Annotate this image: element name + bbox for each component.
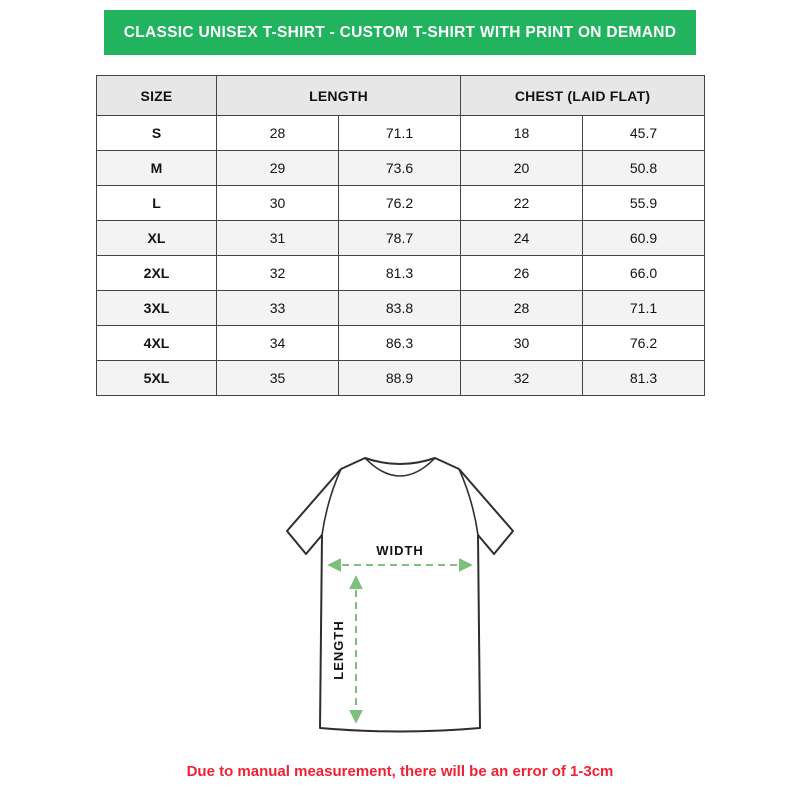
- length-in: 31: [217, 221, 339, 256]
- length-in: 34: [217, 326, 339, 361]
- size-label: M: [97, 151, 217, 186]
- title-banner: [104, 10, 696, 55]
- chest-in: 32: [461, 361, 583, 396]
- chest-in: 20: [461, 151, 583, 186]
- page-title: CLASSIC UNISEX T-SHIRT - CUSTOM T-SHIRT WITH PRINT ON DEMAND: [123, 23, 677, 41]
- length-in: 33: [217, 291, 339, 326]
- length-cm: 88.9: [339, 361, 461, 396]
- table-row: [97, 361, 705, 396]
- length-in: 35: [217, 361, 339, 396]
- size-label: 5XL: [97, 361, 217, 396]
- table-row: [97, 186, 705, 221]
- chest-cm: 66.0: [583, 256, 705, 291]
- table-row: [97, 151, 705, 186]
- chest-cm: 55.9: [583, 186, 705, 221]
- length-cm: 86.3: [339, 326, 461, 361]
- size-label: 3XL: [97, 291, 217, 326]
- length-cm: 73.6: [339, 151, 461, 186]
- column-header-length: LENGTH: [217, 76, 461, 116]
- chest-cm: 45.7: [583, 116, 705, 151]
- size-label: L: [97, 186, 217, 221]
- length-cm: 76.2: [339, 186, 461, 221]
- tshirt-diagram-svg: [250, 438, 550, 750]
- length-cm: 78.7: [339, 221, 461, 256]
- length-in: 30: [217, 186, 339, 221]
- size-label: 2XL: [97, 256, 217, 291]
- chest-cm: 50.8: [583, 151, 705, 186]
- length-in: 29: [217, 151, 339, 186]
- tshirt-measurement-diagram: [250, 438, 550, 750]
- table-header-row: [97, 76, 705, 116]
- chest-in: 28: [461, 291, 583, 326]
- chest-in: 26: [461, 256, 583, 291]
- column-header-chest: CHEST (LAID FLAT): [461, 76, 705, 116]
- size-label: S: [97, 116, 217, 151]
- chest-cm: 71.1: [583, 291, 705, 326]
- chest-in: 18: [461, 116, 583, 151]
- chest-in: 24: [461, 221, 583, 256]
- length-cm: 81.3: [339, 256, 461, 291]
- size-label: 4XL: [97, 326, 217, 361]
- table-row: [97, 221, 705, 256]
- table-row: [97, 256, 705, 291]
- chest-in: 30: [461, 326, 583, 361]
- length-in: 32: [217, 256, 339, 291]
- length-cm: 71.1: [339, 116, 461, 151]
- chest-cm: 81.3: [583, 361, 705, 396]
- chest-cm: 60.9: [583, 221, 705, 256]
- table-row: [97, 116, 705, 151]
- table-row: [97, 291, 705, 326]
- width-label: WIDTH: [376, 543, 424, 558]
- size-chart-table: [96, 75, 705, 396]
- column-header-size: SIZE: [97, 76, 217, 116]
- measurement-note: Due to manual measurement, there will be an error of 1-3cm: [186, 763, 614, 780]
- table-row: [97, 326, 705, 361]
- tshirt-outline-icon: [287, 458, 513, 732]
- length-label: LENGTH: [331, 620, 346, 680]
- chest-cm: 76.2: [583, 326, 705, 361]
- length-in: 28: [217, 116, 339, 151]
- size-label: XL: [97, 221, 217, 256]
- length-cm: 83.8: [339, 291, 461, 326]
- chest-in: 22: [461, 186, 583, 221]
